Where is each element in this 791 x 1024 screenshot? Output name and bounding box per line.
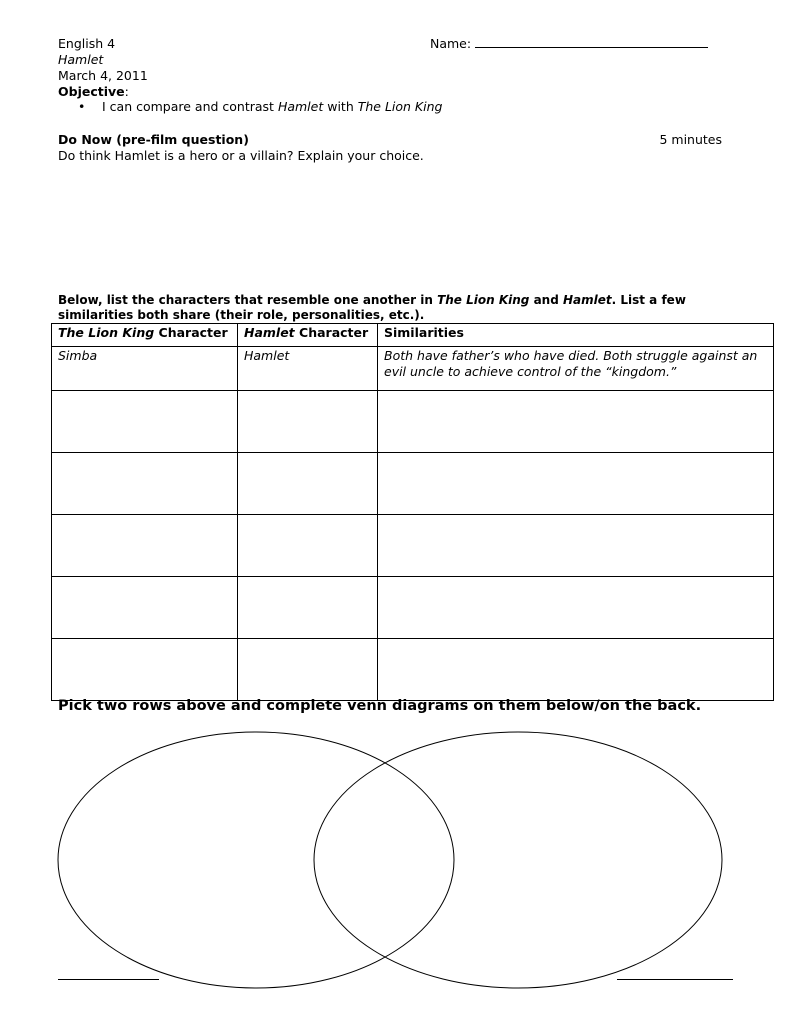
venn-diagram xyxy=(0,720,791,1020)
cell-lion-king-character[interactable] xyxy=(52,639,238,701)
cell-similarities[interactable] xyxy=(378,515,774,577)
cell-lion-king-character[interactable] xyxy=(52,577,238,639)
bullet-icon: • xyxy=(78,99,86,114)
left-label-line[interactable] xyxy=(58,979,159,980)
table-instructions: Below, list the characters that resemble one another in The Lion King and Hamlet. List a few similarities both share (their role, personalities, etc.). xyxy=(58,293,686,322)
objective-item: • I can compare and contrast Hamlet with The Lion King xyxy=(78,99,443,114)
cell-hamlet-character[interactable] xyxy=(238,639,378,701)
objective-label: Objective xyxy=(58,84,125,99)
cell-hamlet-character[interactable] xyxy=(238,577,378,639)
table-header-row xyxy=(52,324,774,347)
cell-similarities[interactable] xyxy=(378,391,774,453)
venn-left-circle[interactable] xyxy=(58,732,454,988)
table-row[interactable] xyxy=(52,639,774,701)
character-comparison-table xyxy=(51,323,774,701)
header-similarities: Similarities xyxy=(378,324,774,347)
table-row[interactable] xyxy=(52,391,774,453)
table-row[interactable] xyxy=(52,453,774,515)
header-lion-king-character: The Lion King Character xyxy=(52,324,238,347)
do-now-section xyxy=(58,132,722,164)
table-row xyxy=(52,347,774,391)
cell-similarities[interactable] xyxy=(378,577,774,639)
cell-hamlet-character: Hamlet xyxy=(238,347,378,391)
do-now-time: 5 minutes xyxy=(659,132,722,147)
unit-title: Hamlet xyxy=(58,52,104,67)
name-label: Name: xyxy=(430,36,472,51)
cell-similarities: Both have father’s who have died. Both struggle against an evil uncle to achieve control of the “kingdom.” xyxy=(378,347,774,391)
cell-hamlet-character[interactable] xyxy=(238,453,378,515)
cell-lion-king-character[interactable] xyxy=(52,391,238,453)
cell-hamlet-character[interactable] xyxy=(238,391,378,453)
name-field[interactable] xyxy=(430,36,708,52)
table-row[interactable] xyxy=(52,515,774,577)
name-blank-line[interactable] xyxy=(475,36,708,48)
objective-heading: Objective: xyxy=(58,84,129,99)
do-now-title: Do Now (pre-film question) xyxy=(58,132,249,147)
cell-lion-king-character: Simba xyxy=(52,347,238,391)
venn-instruction: Pick two rows above and complete venn diagrams on them below/on the back. xyxy=(58,698,702,714)
table-row[interactable] xyxy=(52,577,774,639)
venn-right-circle[interactable] xyxy=(314,732,722,988)
cell-lion-king-character[interactable] xyxy=(52,453,238,515)
course-name: English 4 xyxy=(58,36,116,51)
header-hamlet-character: Hamlet Character xyxy=(238,324,378,347)
cell-hamlet-character[interactable] xyxy=(238,515,378,577)
right-label-line[interactable] xyxy=(617,979,733,980)
cell-similarities[interactable] xyxy=(378,639,774,701)
cell-similarities[interactable] xyxy=(378,453,774,515)
do-now-question: Do think Hamlet is a hero or a villain? Explain your choice. xyxy=(58,148,424,163)
worksheet-date: March 4, 2011 xyxy=(58,68,148,83)
worksheet-header xyxy=(58,36,148,100)
cell-lion-king-character[interactable] xyxy=(52,515,238,577)
